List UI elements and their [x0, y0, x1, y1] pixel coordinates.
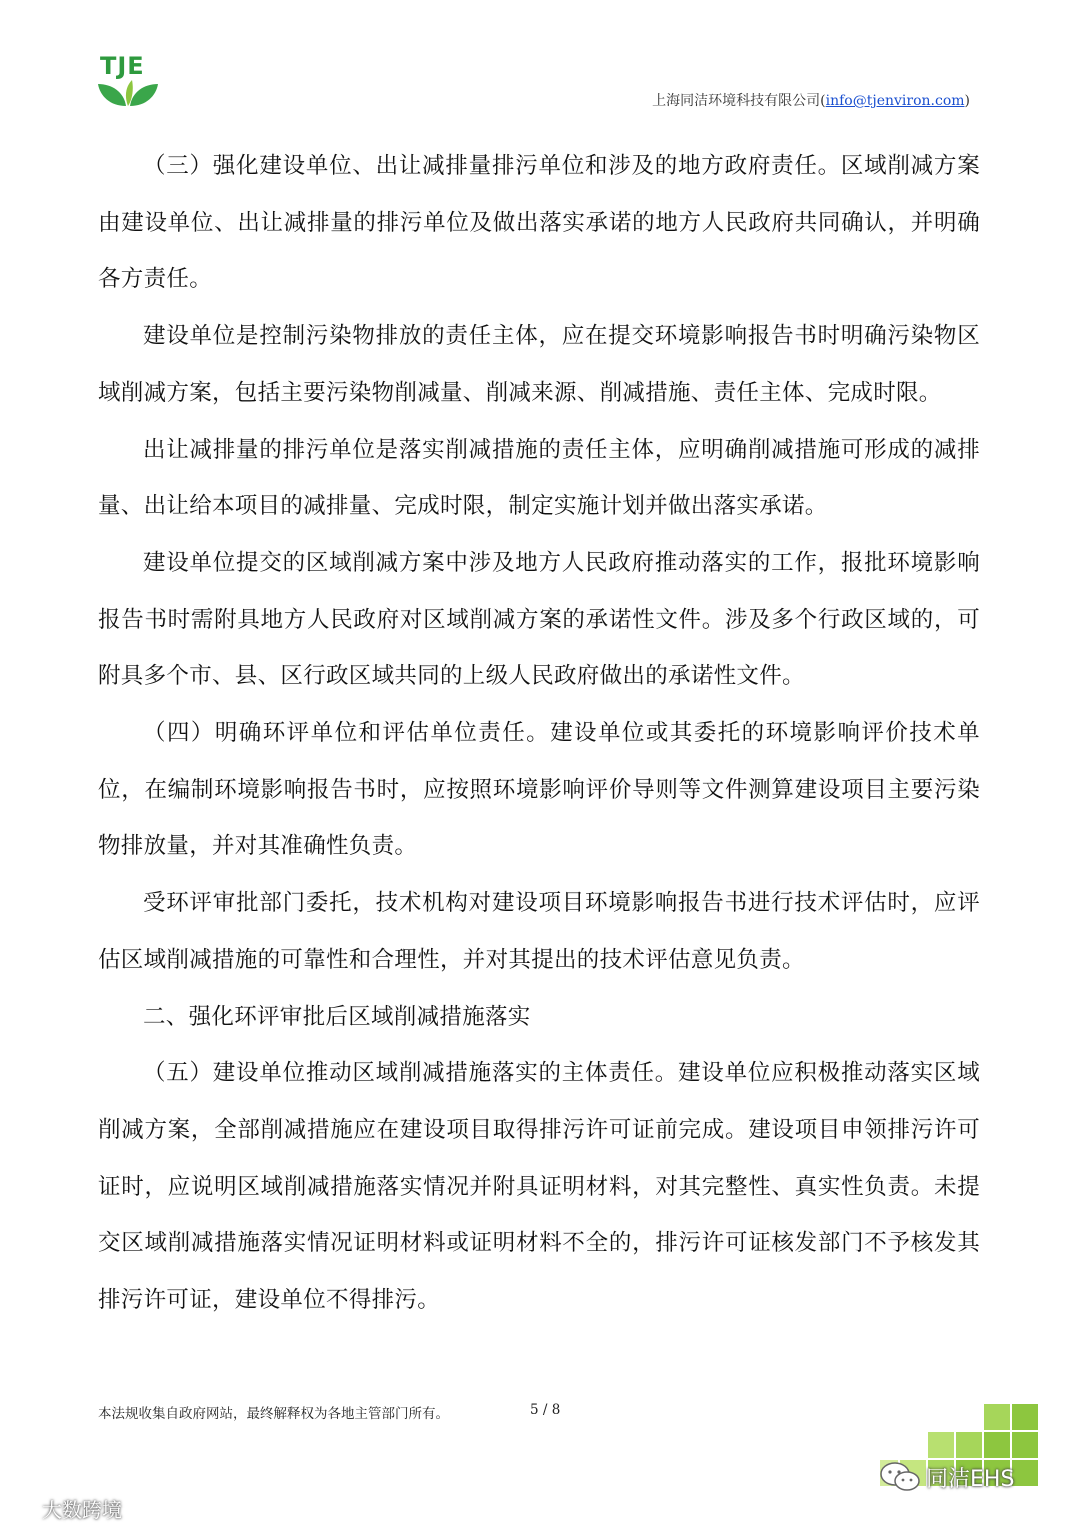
paragraph: 出让减排量的排污单位是落实削减措施的责任主体，应明确削减措施可形成的减排量、出让给本项目的减排量、完成时限，制定实施计划并做出落实承诺。 [98, 436, 980, 520]
watermark-left-text: 大数跨境 [42, 1498, 122, 1522]
paragraph: （五）建设单位推动区域削减措施落实的主体责任。建设单位应积极推动落实区域削减方案，全部削减措施应在建设项目取得排污许可证前完成。建设项目申领排污许可证时，应说明区域削减措施落实情况并附具证明材料，对其完整性、真实性负责。未提交区域削减措施落实情况证明材料或证明材料不全的，排污许可证核发部门不予核发其排污许可证，建设单位不得排污。 [98, 1060, 980, 1314]
paragraph: 建设单位是控制污染物排放的责任主体，应在提交环境影响报告书时明确污染物区域削减方案，包括主要污染物削减量、削减来源、削减措施、责任主体、完成时限。 [98, 323, 980, 406]
section-heading: 二、强化环评审批后区域削减措施落实 [143, 1003, 531, 1030]
wechat-icon [878, 1459, 922, 1495]
paragraph: （四）明确环评单位和评估单位责任。建设单位或其委托的环境影响评价技术单位，在编制环境影响报告书时，应按照环境影响评价导则等文件测算建设项目主要污染物排放量，并对其准确性负责。 [98, 720, 980, 860]
green-block [984, 1404, 1010, 1430]
paragraph: 受环评审批部门委托，技术机构对建设项目环境影响报告书进行技术评估时，应评估区域削减措施的可靠性和合理性，并对其提出的技术评估意见负责。 [98, 890, 980, 973]
footer-note: 本法规收集自政府网站，最终解释权为各地主管部门所有。 [98, 1406, 449, 1422]
document-body [98, 138, 980, 1329]
leaf-logo-icon [96, 72, 160, 108]
green-block [1012, 1432, 1038, 1458]
email-close-paren: ) [964, 93, 970, 109]
company-name: 上海同洁环境科技有限公司 [652, 93, 821, 109]
logo-text: TJE [100, 52, 145, 80]
page-number: 5 / 8 [530, 1402, 561, 1418]
watermark-right-text: 同洁EHS [926, 1466, 1015, 1492]
green-block [1012, 1404, 1038, 1430]
paragraph: （三）强化建设单位、出让减排量排污单位和涉及的地方政府责任。区域削减方案由建设单位、出让减排量的排污单位及做出落实承诺的地方人民政府共同确认，并明确各方责任。 [98, 153, 980, 293]
watermark-right [878, 1455, 1014, 1499]
paragraph: 建设单位提交的区域削减方案中涉及地方人民政府推动落实的工作，报批环境影响报告书时需附具地方人民政府对区域削减方案的承诺性文件。涉及多个行政区域的，可附具多个市、县、区行政区域共同的上级人民政府做出的承诺性文件。 [98, 549, 980, 690]
watermark-left [8, 1494, 122, 1523]
company-header [652, 90, 970, 110]
weibo-icon [8, 1497, 38, 1521]
company-logo [96, 52, 160, 108]
email-link[interactable]: info@tjenviron.com [825, 93, 965, 109]
email-open-paren: ( [820, 93, 826, 109]
green-block [1012, 1460, 1038, 1486]
